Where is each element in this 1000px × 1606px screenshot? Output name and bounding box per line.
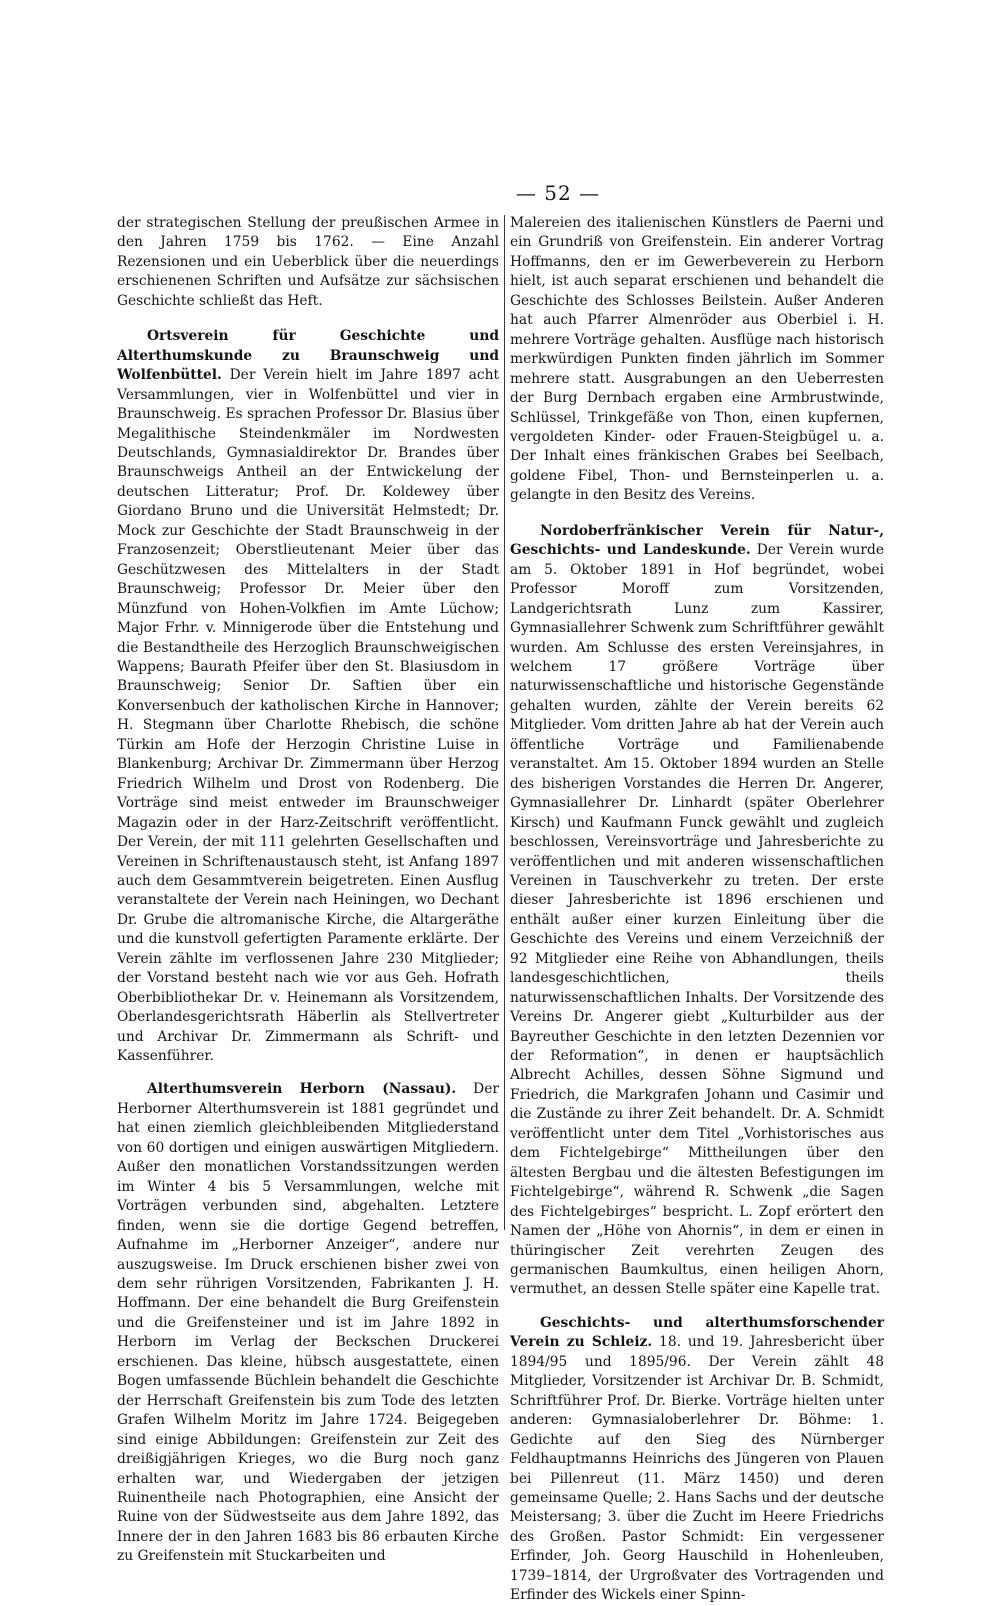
section-body: Der Herborner Alterthumsverein ist 1881 gegründet und hat einen ziemlich gleichbleibenden Mitgliederstand von 60 dortigen und einigen auswärtigen Mitgliedern. Außer den monatlichen Vorstandssitzungen werden im Winter 4 bis 5 Versammlungen, welche mit Vorträgen verbunden sind, abgehalten. Letztere finden, wenn sie die dortige Gegend betreffen, Aufnahme im „Herborner Anzeiger“, andere nur auszugsweise. Im Druck erschienen bisher zwei von dem sehr rührigen Vorsitzenden, Fabrikanten J. H. Hoffmann. Der eine behandelt die Burg Greifenstein und die Greifensteiner und ist im Jahre 1892 in Herborn im Verlag der Beckschen Druckerei erschienen. Das kleine, hübsch ausgestattete, einen Bogen umfassende Büchlein behandelt die Geschichte der Herrschaft Greifenstein bis zum Tode des letzten Grafen Wilhelm Moritz im Jahre 1724. Beigegeben sind einige Abbildungen: Greifenstein zur Zeit des dreißigjährigen Krieges, wo die Burg noch ganz erhalten war, und Wiedergaben der jetzigen Ruinentheile nach Photographien, eine Ansicht der Ruine von der Südwestseite aus dem Jahre 1892, das Innere der in den Jahren 1683 bis 86 erbauten Kirche zu Greifenstein mit Stuckarbeiten und xyxy=(117,1081,499,1565)
paragraph-continuation: der strategischen Stellung der preußischen Armee in den Jahren 1759 bis 1762. — Eine Anzahl Rezensionen und ein Ueberblick über die neuerdings erschienenen Schriften und Aufsätze zur sächsischen Geschichte schließt das Heft. xyxy=(117,215,499,309)
section-body: Der Verein wurde am 5. Oktober 1891 in Hof begründet, wobei Professor Moroff zum Vorsitzenden, Landgerichtsrath Lunz zum Kassirer, Gymnasiallehrer Schwenk zum Schriftführer gewählt wurden. Am Schlusse des ersten Vereinsjahres, in welchem 17 größere Vorträge über naturwissenschaftliche und historische Gegenstände gehalten wurden, zählte der Verein bereits 62 Mitglieder. Vom dritten Jahre ab hat der Verein auch öffentliche Vorträge und Familienabende veranstaltet. Am 15. Oktober 1894 wurden an Stelle des bisherigen Vorstandes die Herren Dr. Angerer, Gymnasiallehrer Dr. Linhardt (später Oberlehrer Kirsch) und Kaufmann Funck gewählt und zugleich beschlossen, Vereinsvorträge und Jahresberichte zu veröffentlichen und mit anderen wissenschaftlichen Vereinen in Tauschverkehr zu treten. Der erste dieser Jahresberichte ist 1896 erschienen und enthält außer einer kurzen Einleitung über die Geschichte des Vereins und einem Verzeichniß der 92 Mitglieder eine Reihe von Abhandlungen, theils landesgeschichtlichen, theils naturwissenschaftlichen Inhalts. Der Vorsitzende des Vereins Dr. Angerer giebt „Kulturbilder aus der Bayreuther Geschichte in den letzten Dezennien vor der Reformation“, in denen er hauptsächlich Albrecht Achilles, dessen Söhne Sigmund und Friedrich, die Markgrafen Johann und Casimir und die Zustände zu ihrer Zeit behandelt. Dr. A. Schmidt veröffentlicht unter dem Titel „Vorhistorisches aus dem Fichtelgebirge“ Mittheilungen über den ältesten Bergbau und die ältesten Befestigungen im Fichtelgebirge“, während R. Schwenk „die Sagen des Fichtelgebirges“ bespricht. L. Zopf erörtert den Namen der „Höhe von Ahornis“, in dem er einen in thüringischer Zeit verehrten Zeugen des germanischen Baumkultus, einen heiligen Ahorn, vermuthet, an dessen Stelle später eine Kapelle trat. xyxy=(510,542,884,1298)
paragraph-continuation: Malereien des italienischen Künstlers de Paerni und ein Grundriß von Greifenstein. Ein anderer Vortrag Hoffmanns, den er im Gewerbeverein zu Herborn hielt, ist auch separat erschienen und behandelt die Geschichte des Schlosses Beilstein. Außer Anderen hat auch Pfarrer Almenröder aus Oberbiel i. H. mehrere Vorträge gehalten. Ausflüge nach historisch merkwürdigen Punkten finden jährlich im Sommer mehrere statt. Ausgrabungen an den Ueberresten der Burg Dernbach ergaben eine Armbrustwinde, Schlüssel, Trinkgefäße von Thon, einen kupfernen, vergoldeten Kinder- oder Frauen-Steigbügel u. a. Der Inhalt eines fränkischen Grabes bei Seelbach, goldene Fibel, Thon- und Bernsteinperlen u. a. gelangte in den Besitz des Vereins. xyxy=(510,215,884,504)
section-nordoberfranken xyxy=(510,522,884,1300)
section-body: Der Verein hielt im Jahre 1897 acht Versammlungen, vier in Wolfenbüttel und vier in Braunschweig. Es sprachen Professor Dr. Blasius über Megalithische Steindenkmäler im Nordwesten Deutschlands, Gymnasialdirektor Dr. Brandes über Braunschweigs Antheil an der Entwickelung der deutschen Litteratur; Prof. Dr. Koldewey über Giordano Bruno und die Universität Helmstedt; Dr. Mock zur Geschichte der Stadt Braunschweig in der Franzosenzeit; Oberstlieutenant Meier über das Geschützwesen des Mittelalters in der Stadt Braunschweig; Professor Dr. Meier über den Münzfund von Hohen-Volkfien im Amte Lüchow; Major Frhr. v. Minnigerode über die Entstehung und die Bestandtheile des Herzoglich Braunschweigischen Wappens; Baurath Pfeifer über den St. Blasiusdom in Braunschweig; Senior Dr. Saftien über ein Konversenbuch der katholischen Kirche in Hannover; H. Stegmann über Charlotte Rhebisch, die schöne Türkin am Hofe der Herzogin Christine Luise in Blankenburg; Archivar Dr. Zimmermann über Herzog Friedrich Wilhelm und Drost von Rodenberg. Die Vorträge sind meist entweder im Braunschweiger Magazin oder in der Harz-Zeitschrift veröffentlicht. Der Verein, der mit 111 gelehrten Gesellschaften und Vereinen in Schriftenaustausch steht, ist Anfang 1897 auch dem Gesammtverein beigetreten. Einen Ausflug veranstaltete der Verein nach Heiningen, wo Dechant Dr. Grube die altromanische Kirche, die Altargeräthe und die kunstvoll gefertigten Paramente erklärte. Der Verein zählte im verflossenen Jahre 230 Mitglieder; der Vorstand besteht nach wie vor aus Geh. Hofrath Oberbibliothekar Dr. v. Heinemann als Vorsitzendem, Oberlandesgerichtsrath Häberlin als Stellvertreter und Archivar Dr. Zimmermann als Schrift- und Kassenführer. xyxy=(117,367,499,1065)
column-divider xyxy=(504,215,505,1230)
section-braunschweig xyxy=(117,327,499,1066)
section-herborn xyxy=(117,1080,499,1566)
section-heading: Geschichts- und alterthumsforschender Verein zu Schleiz. xyxy=(510,1314,884,1351)
section-heading: Alterthumsverein Herborn (Nassau). xyxy=(147,1081,457,1098)
section-schleiz xyxy=(510,1314,884,1606)
section-body: 18. und 19. Jahresbericht über 1894/95 und 1895/96. Der Verein zählt 48 Mitglieder, Vorsitzender ist Archivar Dr. B. Schmidt, Schriftführer Prof. Dr. Bierke. Vorträge hielten unter anderen: Gymnasialoberlehrer Dr. Böhme: 1. Gedichte auf den Sieg des Nürnberger Feldhauptmanns Heinrichs des Jüngeren von Plauen bei Pillenreut (11. März 1450) und deren gemeinsame Quelle; 2. Hans Sachs und der deutsche Meistersang; 3. über die Zucht im Heere Friedrichs des Großen. Pastor Schmidt: Ein vergessener Erfinder, Joh. Georg Hauschild in Hohenleuben, 1739–1814, der Urgroßvater des Vortragenden und Erfinder des Wickels einer Spinn- xyxy=(510,1334,884,1604)
page-number: — 52 — xyxy=(515,181,601,205)
left-column xyxy=(117,214,499,1565)
right-column xyxy=(510,214,884,1604)
section-heading: Ortsverein für Geschichte und Alterthumskunde zu Braunschweig und Wolfenbüttel. xyxy=(117,328,499,384)
section-heading: Nordoberfränkischer Verein für Natur-, Geschichts- und Landeskunde. xyxy=(510,522,884,559)
